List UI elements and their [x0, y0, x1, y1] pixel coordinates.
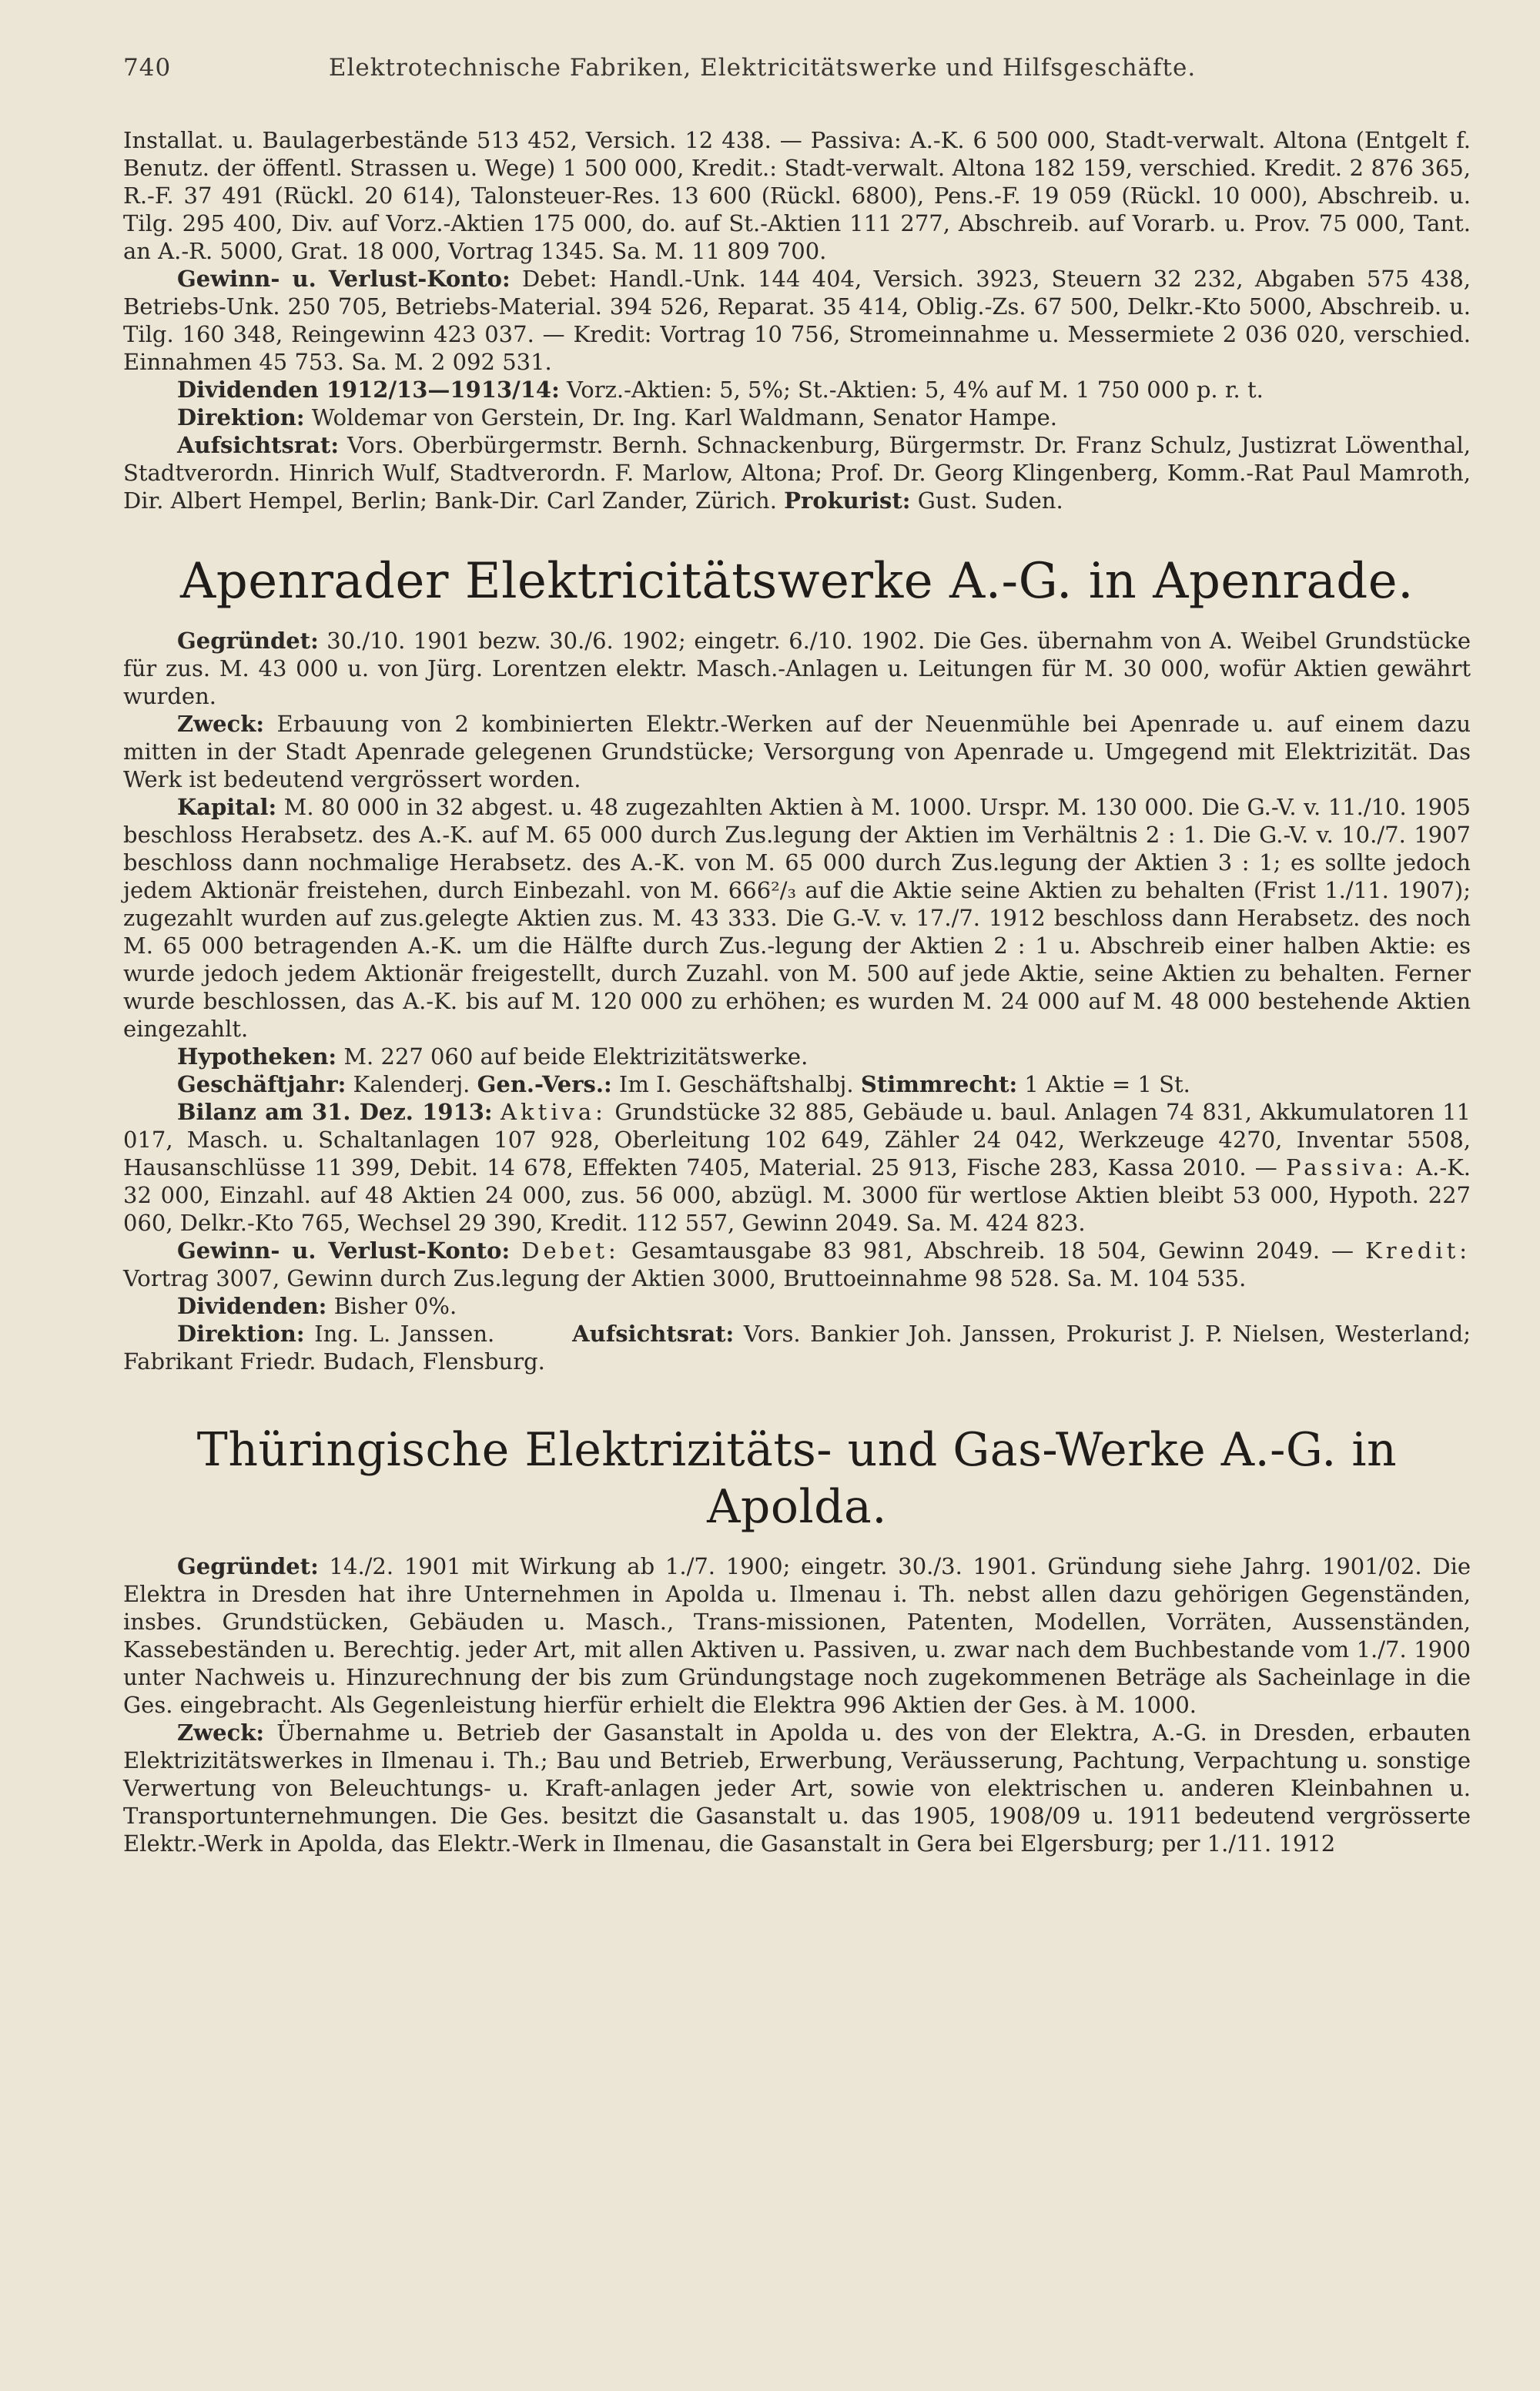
apenrade-dir-label: Direktion: [177, 1321, 305, 1347]
prev-direktion-label: Direktion: [177, 404, 305, 430]
prev-dividend-paragraph [123, 376, 1471, 404]
prev-bilanz-continuation: Installat. u. Baulagerbestände 513 452, Versich. 12 438. — Passiva: A.-K. 6 500 000, Stadt-verwalt. Altona (Entgelt f. Benutz. der öffentl. Strassen u. Wege) 1 500 000, Kredit.: Stadt-verwalt. Altona 182 159, verschied. Kredit. 2 876 365, R.-F. 37 491 (Rückl. 20 614), Talonsteuer-Res. 13 600 (Rückl. 6800), Pens.-F. 19 059 (Rückl. 10 000), Abschreib. u. Tilg. 295 400, Div. auf Vorz.-Aktien 175 000, do. auf St.-Aktien 111 277, Abschreib. auf Vorarb. u. Prov. 75 000, Tant. an A.-R. 5000, Grat. 18 000, Vortrag 1345. Sa. M. 11 809 700. [123, 127, 1471, 264]
prev-aufsichtsrat-label: Aufsichtsrat: [177, 432, 340, 458]
apolda-gegruendet-label: Gegründet: [177, 1553, 319, 1579]
apenrade-passiva-text: A.-K. 32 000, Einzahl. auf 48 Aktien 24 000, zus. 56 000, abzügl. M. 3000 für wertlose Aktien bleibt 53 000, Hypoth. 227 060, Delkr.-Kto 765, Wechsel 29 390, Kredit. 112 557, Gewinn 2049. Sa. M. 424 823. [123, 1154, 1471, 1236]
apenrade-gj-text: Kalenderj. [353, 1071, 470, 1097]
apenrade-passiva-word: Passiva: [1285, 1154, 1408, 1180]
prev-guv-paragraph [123, 265, 1471, 376]
apenrade-title: Apenrader Elektricitätswerke A.-G. in Apenrade. [180, 553, 1414, 610]
apenrade-aktiva-text: Grundstücke 32 885, Gebäude u. baul. Anlagen 74 831, Akkumulatoren 11 017, Masch. u. Schaltanlagen 107 928, Oberleitung 102 649, Zähler 24 042, Werkzeuge 4270, Inventar 5508, Hausanschlüsse 11 399, Debit. 14 678, Effekten 7405, Material. 25 913, Fische 283, Kassa 2010. — [123, 1099, 1471, 1180]
apenrade-ar-text: Vors. Bankier Joh. Janssen, Prokurist J. P. Nielsen, Westerland; Fabrikant Friedr. Budach, Flensburg. [123, 1321, 1471, 1375]
apolda-title: Thüringische Elektrizitäts- und Gas-Werke A.-G. in Apolda. [196, 1423, 1398, 1534]
apenrade-gv-label: Gen.-Vers.: [477, 1071, 612, 1097]
apenrade-dir-text: Ing. L. Janssen. [314, 1321, 495, 1347]
apenrade-kredit-word: Kredit: [1365, 1237, 1471, 1264]
apenrade-gegruendet [123, 627, 1471, 710]
apenrade-debet-text: Gesamtausgabe 83 981, Abschreib. 18 504, Gewinn 2049. — [631, 1237, 1354, 1264]
prev-aufsichtsrat-text: Vors. Oberbürgermstr. Bernh. Schnackenburg, Bürgermstr. Dr. Franz Schulz, Justizrat Löwenthal, Stadtverordn. Hinrich Wulf, Stadtverordn. F. Marlow, Altona; Prof. Dr. Georg Klingenberg, Komm.-Rat Paul Mamroth, Dir. Albert Hempel, Berlin; Bank-Dir. Carl Zander, Zürich. [123, 432, 1471, 514]
prev-dividend-label: Dividenden 1912/13—1913/14: [177, 377, 560, 403]
apenrade-ar-label: Aufsichtsrat: [572, 1321, 735, 1347]
running-head [123, 54, 1471, 82]
apolda-gegruendet-text: 14./2. 1901 mit Wirkung ab 1./7. 1900; eingetr. 30./3. 1901. Gründung siehe Jahrg. 1901/02. Die Elektra in Dresden hat ihre Unternehmen in Apolda u. Ilmenau i. Th. nebst allen dazu gehörigen Gegenständen, insbes. Grundstücken, Gebäuden u. Masch., Trans-missionen, Patenten, Modellen, Vorräten, Aussenständen, Kassebeständen u. Berechtig. jeder Art, mit allen Aktiven u. Passiven, u. zwar nach dem Buchbestande vom 1./7. 1900 unter Nachweis u. Hinzurechnung der bis zum Gründungstage noch zugekommenen Beträge als Sacheinlage in die Ges. eingebracht. Als Gegenleistung hierfür erhielt die Elektra 996 Aktien der Ges. à M. 1000. [123, 1553, 1471, 1718]
apenrade-bilanz [123, 1098, 1471, 1237]
apenrade-section [123, 553, 1471, 1375]
apenrade-gv-text: Im I. Geschäftshalbj. [618, 1071, 854, 1097]
prev-guv-label: Gewinn- u. Verlust-Konto: [177, 266, 511, 292]
apolda-zweck [123, 1719, 1471, 1857]
apenrade-gegruendet-label: Gegründet: [177, 628, 319, 654]
apenrade-div-label: Dividenden: [177, 1293, 327, 1319]
apenrade-stimm-text: 1 Aktie = 1 St. [1024, 1071, 1190, 1097]
apenrade-guv-label: Gewinn- u. Verlust-Konto: [177, 1237, 511, 1264]
prev-dividend-text: Vorz.-Aktien: 5, 5%; St.-Aktien: 5, 4% auf M. 1 750 000 p. r. t. [567, 377, 1264, 403]
apenrade-debet-word: Debet: [521, 1237, 620, 1264]
apenrade-kapital [123, 793, 1471, 1043]
apenrade-direktion [123, 1320, 1471, 1375]
apenrade-zweck-label: Zweck: [177, 711, 265, 737]
prev-prokurist-label: Prokurist: [784, 487, 911, 514]
apenrade-bilanz-label: Bilanz am 31. Dez. 1913: [177, 1099, 493, 1125]
prev-guv-text: Debet: Handl.-Unk. 144 404, Versich. 3923, Steuern 32 232, Abgaben 575 438, Betriebs-Unk. 250 705, Betriebs-Material. 394 526, Reparat. 35 414, Oblig.-Zs. 67 500, Delkr.-Kto 5000, Abschreib. u. Tilg. 160 348, Reingewinn 423 037. — Kredit: Vortrag 10 756, Stromeinnahme u. Messermiete 2 036 020, verschied. Einnahmen 45 753. Sa. M. 2 092 531. [123, 266, 1471, 375]
prev-direktion-paragraph [123, 404, 1471, 431]
prev-prokurist-text: Gust. Suden. [917, 487, 1063, 514]
apenrade-zweck [123, 710, 1471, 793]
apenrade-kapital-label: Kapital: [177, 794, 277, 820]
apenrade-div-text: Bisher 0%. [333, 1293, 457, 1319]
apenrade-gj-label: Geschäftjahr: [177, 1071, 346, 1097]
apenrade-kredit-text: Vortrag 3007, Gewinn durch Zus.legung der Aktien 3000, Bruttoeinnahme 98 528. Sa. M. 104 535. [123, 1265, 1247, 1291]
apenrade-kapital-text: M. 80 000 in 32 abgest. u. 48 zugezahlten Aktien à M. 1000. Urspr. M. 130 000. Die G.-V. v. 11./10. 1905 beschloss Herabsetz. des A.-K. auf M. 65 000 durch Zus.legung der Aktien im Verhältnis 2 : 1. Die G.-V. v. 10./7. 1907 beschloss dann nochmalige Herabsetz. des A.-K. von M. 65 000 durch Zus.legung der Aktien 3 : 1; es sollte jedoch jedem Aktionär freistehen, durch Einbezahl. von M. 666²/₃ auf die Aktie seine Aktien zu behalten (Frist 1./11. 1907); zugezahlt wurden auf zus.gelegte Aktien zus. M. 43 333. Die G.-V. v. 17./7. 1912 beschloss dann Herabsetz. des noch M. 65 000 betragenden A.-K. um die Hälfte durch Zus.-legung der Aktien 2 : 1 u. Abschreib einer halben Aktie: es wurde jedoch jedem Aktionär freigestellt, durch Zuzahl. von M. 500 auf jede Aktie, seine Aktien zu behalten. Ferner wurde beschlossen, das A.-K. bis auf M. 120 000 zu erhöhen; es wurden M. 24 000 auf M. 48 000 bestehende Aktien eingezahlt. [123, 794, 1471, 1042]
apenrade-stimm-label: Stimmrecht: [860, 1071, 1018, 1097]
prev-direktion-text: Woldemar von Gerstein, Dr. Ing. Karl Waldmann, Senator Hampe. [311, 404, 1057, 430]
running-title: Elektrotechnische Fabriken, Elektricitätswerke und Hilfsgeschäfte. [328, 54, 1197, 82]
apolda-section [123, 1422, 1471, 1857]
apenrade-dividenden [123, 1292, 1471, 1320]
apenrade-aktiva-word: Aktiva: [500, 1099, 607, 1125]
apolda-zweck-text: Übernahme u. Betrieb der Gasanstalt in Apolda u. des von der Elektra, A.-G. in Dresden, erbauten Elektrizitätswerkes in Ilmenau i. Th.; Bau und Betrieb, Erwerbung, Veräusserung, Pachtung, Verpachtung u. sonstige Verwertung von Beleuchtungs- u. Kraft-anlagen jeder Art, sowie von elektrischen u. anderen Kleinbahnen u. Transportunternehmungen. Die Ges. besitzt die Gasanstalt u. das 1905, 1908/09 u. 1911 bedeutend vergrösserte Elektr.-Werk in Apolda, das Elektr.-Werk in Ilmenau, die Gasanstalt in Gera bei Elgersburg; per 1./11. 1912 [123, 1720, 1471, 1857]
apenrade-gegruendet-text: 30./10. 1901 bezw. 30./6. 1902; eingetr. 6./10. 1902. Die Ges. übernahm von A. Weibel Grundstücke für zus. M. 43 000 u. von Jürg. Lorentzen elektr. Masch.-Anlagen u. Leitungen für M. 30 000, wofür Aktien gewährt wurden. [123, 628, 1471, 709]
apolda-zweck-label: Zweck: [177, 1720, 265, 1746]
apenrade-zweck-text: Erbauung von 2 kombinierten Elektr.-Werken auf der Neuenmühle bei Apenrade u. auf einem dazu mitten in der Stadt Apenrade gelegenen Grundstücke; Versorgung von Apenrade u. Umgegend mit Elektrizität. Das Werk ist bedeutend vergrössert worden. [123, 711, 1471, 792]
previous-company-section [123, 126, 1471, 514]
apenrade-hypotheken-label: Hypotheken: [177, 1043, 337, 1070]
apenrade-guv [123, 1237, 1471, 1292]
page-number: 740 [123, 54, 172, 82]
prev-aufsichtsrat-paragraph [123, 431, 1471, 514]
apolda-gegruendet [123, 1552, 1471, 1719]
apenrade-geschaeftsjahr [123, 1070, 1471, 1098]
apenrade-hypotheken [123, 1043, 1471, 1070]
apenrade-hypotheken-text: M. 227 060 auf beide Elektrizitätswerke. [343, 1043, 808, 1070]
